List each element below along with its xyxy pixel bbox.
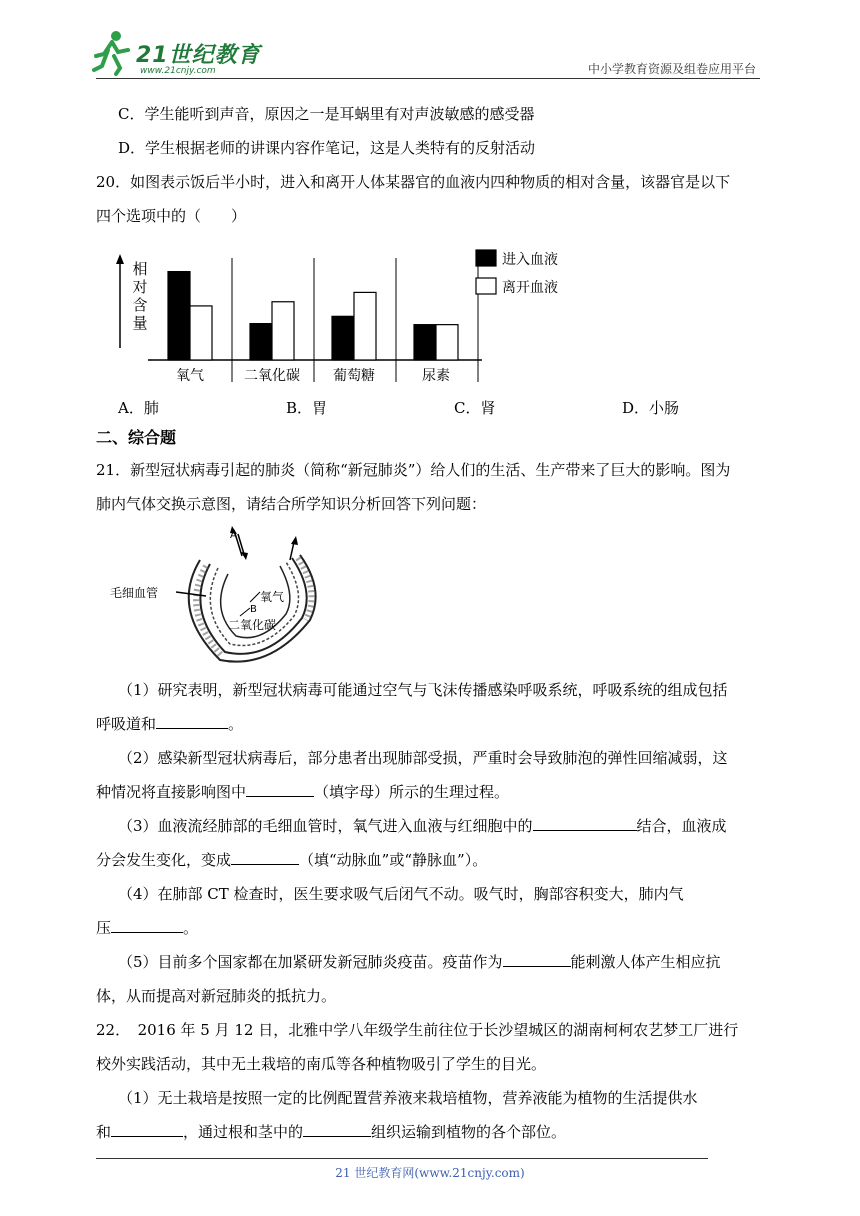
x-tick-label: 氧气 bbox=[176, 368, 204, 384]
x-tick-label: 尿素 bbox=[422, 368, 450, 384]
platform-name: 中小学教育资源及组卷应用平台 bbox=[587, 62, 756, 76]
footer-rule bbox=[96, 1158, 708, 1159]
q20-stem-line1: 20．如图表示饭后半小时，进入和离开人体某器官的血液内四种物质的相对含量，该器官是以下 bbox=[96, 173, 731, 191]
q19-option-c: C．学生能听到声音，原因之一是耳蜗里有对声波敏感的感受器 bbox=[118, 105, 535, 123]
header-rule bbox=[96, 78, 760, 79]
q22-intro-line2: 校外实践活动，其中无土栽培的南瓜等各种植物吸引了学生的目光。 bbox=[96, 1055, 547, 1073]
logo bbox=[92, 30, 262, 78]
answer-blank[interactable] bbox=[111, 1122, 183, 1137]
logo-url-text: www.21cnjy.com bbox=[140, 66, 216, 76]
label-b: B bbox=[250, 604, 257, 615]
answer-blank[interactable] bbox=[246, 782, 314, 797]
q22-intro-line1: 22． 2016 年 5 月 12 日，北雅中学八年级学生前往位于长沙望城区的湖南柯柯农艺梦工厂进行 bbox=[96, 1021, 739, 1039]
y-axis-label-char: 对 bbox=[132, 278, 148, 296]
label-oxygen: 氧气 bbox=[260, 590, 285, 604]
footer-text: 21 世纪教育网(www.21cnjy.com) bbox=[335, 1166, 525, 1180]
label-co2: 二氧化碳 bbox=[228, 618, 277, 632]
q22-p1-line1: （1）无土栽培是按照一定的比例配置营养液来栽培植物，营养液能为植物的生活提供水 bbox=[118, 1089, 698, 1107]
bar-氧气-0 bbox=[168, 272, 190, 360]
legend-label: 离开血液 bbox=[502, 280, 558, 296]
y-axis-label-char: 相 bbox=[132, 260, 148, 278]
q20-option-d: D．小肠 bbox=[622, 399, 680, 417]
q21-p1-text: 呼吸道和 bbox=[96, 715, 157, 733]
q20-chart bbox=[110, 236, 580, 386]
alveolus-diagram bbox=[110, 520, 340, 670]
q21-p3-line1: （3）血液流经肺部的毛细血管时，氧气进入血液与红细胞中的 结合，血液成 bbox=[118, 817, 727, 835]
q21-p4-line1: （4）在肺部 CT 检查时，医生要求吸气后闭气不动。吸气时，胸部容积变大，肺内气 bbox=[118, 885, 684, 903]
label-a: A bbox=[230, 530, 237, 541]
q21-p1-line2: 呼吸道和 。 bbox=[96, 715, 244, 733]
legend-swatch bbox=[476, 250, 496, 266]
x-tick-label: 二氧化碳 bbox=[244, 368, 300, 384]
q21-p5-line2: 体，从而提高对新冠肺炎的抵抗力。 bbox=[96, 987, 337, 1005]
bar-二氧化碳-1 bbox=[272, 302, 294, 360]
legend-label: 进入血液 bbox=[502, 252, 558, 268]
q19-option-d: D．学生根据老师的讲课内容作笔记，这是人类特有的反射活动 bbox=[118, 139, 536, 157]
q20-option-c: C．肾 bbox=[454, 399, 496, 417]
q20-stem-line2: 四个选项中的（ ） bbox=[96, 207, 247, 225]
answer-blank[interactable] bbox=[111, 918, 183, 933]
x-tick-label: 葡萄糖 bbox=[333, 368, 375, 384]
legend-swatch bbox=[476, 278, 496, 294]
runner-logo-icon bbox=[92, 30, 132, 76]
answer-blank[interactable] bbox=[503, 952, 571, 967]
bar-尿素-1 bbox=[436, 325, 458, 360]
answer-blank[interactable] bbox=[156, 714, 228, 729]
label-capillary: 毛细血管 bbox=[110, 586, 159, 600]
q22-p1-line2: 和 ，通过根和茎中的 组织运输到植物的各个部位。 bbox=[96, 1123, 567, 1141]
answer-blank[interactable] bbox=[303, 1122, 371, 1137]
bar-葡萄糖-1 bbox=[354, 292, 376, 360]
logo-main-text: 21世纪教育 bbox=[136, 43, 261, 68]
q21-p5-line1: （5）目前多个国家都在加紧研发新冠肺炎疫苗。疫苗作为 能刺激人体产生相应抗 bbox=[118, 953, 721, 971]
q21-p1-line1: （1）研究表明，新型冠状病毒可能通过空气与飞沫传播感染呼吸系统，呼吸系统的组成包括 bbox=[118, 681, 728, 699]
section-title: 二、综合题 bbox=[96, 428, 177, 447]
q21-p2-line2: 种情况将直接影响图中 （填字母）所示的生理过程。 bbox=[96, 783, 510, 801]
y-axis-label-char: 量 bbox=[132, 314, 148, 332]
q21-p3-line2: 分会发生变化，变成 （填“动脉血”或“静脉血”）。 bbox=[96, 851, 488, 869]
q20-option-a: A．肺 bbox=[118, 399, 159, 417]
y-axis-label-char: 含 bbox=[132, 296, 148, 314]
q21-intro-line2: 肺内气体交换示意图，请结合所学知识分析回答下列问题： bbox=[96, 495, 487, 513]
bar-二氧化碳-0 bbox=[250, 324, 272, 360]
y-axis-arrowhead bbox=[116, 254, 124, 264]
bar-尿素-0 bbox=[414, 325, 436, 360]
q21-intro-line1: 21．新型冠状病毒引起的肺炎（简称“新冠肺炎”）给人们的生活、生产带来了巨大的影响。图为 bbox=[96, 461, 731, 479]
bar-葡萄糖-0 bbox=[332, 316, 354, 360]
bar-氧气-1 bbox=[190, 306, 212, 360]
bar-chart bbox=[110, 236, 580, 386]
q21-p2-line1: （2）感染新型冠状病毒后，部分患者出现肺部受损，严重时会导致肺泡的弹性回缩减弱，这 bbox=[118, 749, 728, 767]
q21-p4-line2: 压 。 bbox=[96, 919, 199, 937]
answer-blank[interactable] bbox=[231, 850, 299, 865]
answer-blank[interactable] bbox=[533, 816, 637, 831]
q20-option-b: B．胃 bbox=[286, 399, 328, 417]
